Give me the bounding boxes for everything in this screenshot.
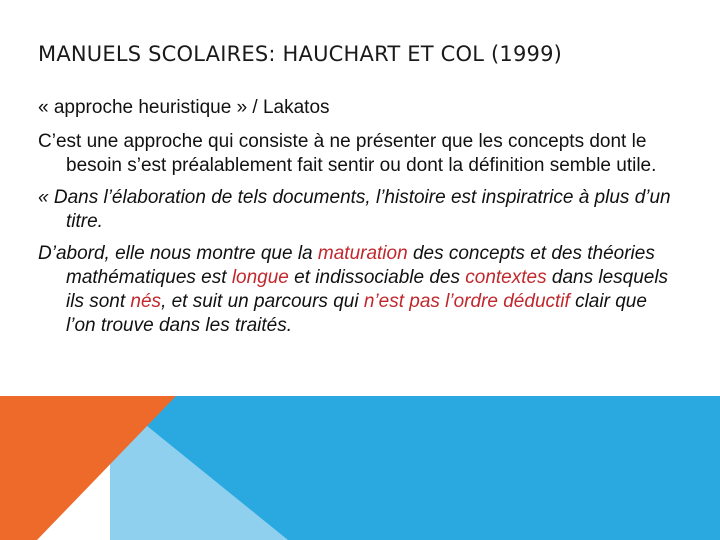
- quote-text: , et suit un parcours qui: [161, 291, 364, 312]
- highlight-contextes: contextes: [465, 267, 547, 288]
- highlight-maturation: maturation: [317, 243, 408, 264]
- quote-text: clair que l’on trouve dans les traités.: [66, 291, 647, 336]
- quote-text: D’abord, elle nous montre que la: [38, 243, 318, 264]
- quote-body: [38, 242, 678, 338]
- slide-title: MANUELS SCOLAIRES: HAUCHART ET COL (1999): [38, 42, 563, 66]
- quote-text: dans lesquels ils sont: [66, 267, 669, 312]
- quote-text: des concepts et des théories mathématiques est: [66, 243, 655, 288]
- quote-text: et indissociable des: [288, 267, 466, 288]
- highlight-ordre-deductif: n’est pas l’ordre déductif: [363, 291, 570, 312]
- highlight-longue: longue: [231, 267, 289, 288]
- paragraph-heuristic: « approche heuristique » / Lakatos: [38, 97, 330, 118]
- paragraph-definition: C’est une approche qui consiste à ne présenter que les concepts dont le besoin s’est préalablement fait sentir ou dont la définition semble utile.: [38, 131, 657, 176]
- highlight-nes: nés: [130, 291, 162, 312]
- slide-body: [38, 96, 678, 338]
- quote-intro: « Dans l’élaboration de tels documents, l’histoire est inspiratrice à plus d’un titre.: [38, 187, 671, 232]
